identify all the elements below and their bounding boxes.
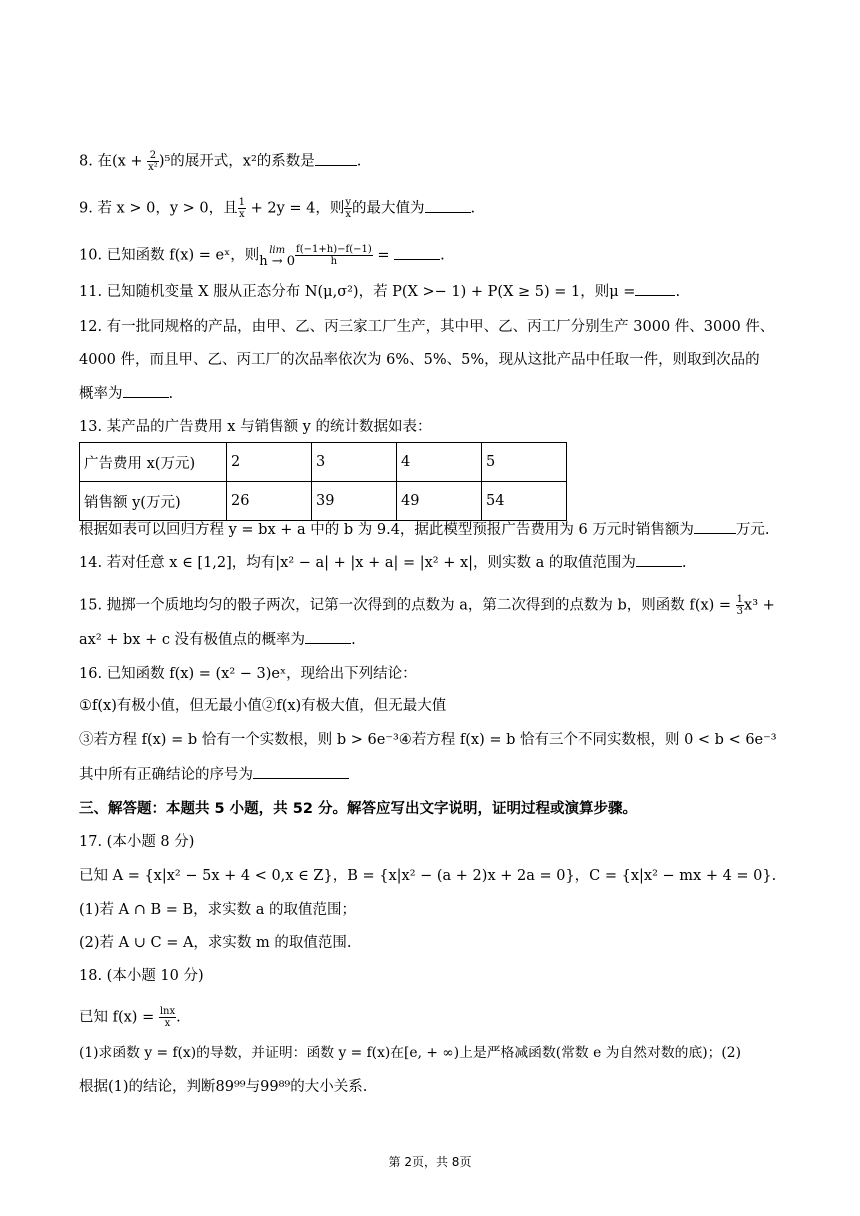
q10-limit — [259, 245, 295, 267]
q18-fraction — [159, 1006, 176, 1029]
q10-fraction — [295, 244, 373, 267]
q8-frac-den: x² — [148, 162, 158, 173]
q9-frac2-num: y — [345, 197, 352, 208]
table-cell: 2 — [227, 443, 312, 482]
q9-fraction-1 — [238, 197, 246, 220]
answer-blank[interactable] — [694, 521, 736, 534]
question-10 — [79, 244, 445, 267]
table-cell: 49 — [397, 482, 482, 521]
question-18-title: 18. (本小题 10 分) — [79, 968, 204, 984]
question-17-given: 已知 A = {x|x² − 5x + 4 < 0,x ∈ Z}，B = {x|x² − (a + 2)x + 2a = 0}，C = {x|x² − mx + 4 = 0}. — [79, 868, 777, 884]
q15-frac-den: 3 — [736, 606, 744, 617]
page-footer: 第 2页，共 8页 — [388, 1155, 472, 1169]
table-row — [80, 482, 567, 521]
q9-frac2-den: x — [345, 209, 352, 220]
table-cell: 3 — [312, 443, 397, 482]
q18-frac-num: lnx — [159, 1006, 176, 1017]
answer-blank[interactable] — [253, 766, 349, 779]
answer-blank[interactable] — [305, 631, 351, 644]
answer-blank[interactable] — [394, 247, 440, 260]
q9-text-mid: + 2y = 4，则 — [245, 200, 345, 217]
question-14 — [79, 553, 687, 573]
q15-text: 15. 抛掷一个质地均匀的骰子两次，记第一次得到的点数为 a，第二次得到的点数为 b，则函数 f(x) = — [79, 597, 736, 614]
table-row — [80, 443, 567, 482]
data-table — [79, 442, 567, 521]
question-15-line-1 — [79, 594, 775, 617]
table-cell: 4 — [397, 443, 482, 482]
answer-blank[interactable] — [636, 554, 682, 567]
q9-frac1-num: 1 — [238, 197, 245, 208]
question-17-part-1: (1)若 A ∩ B = B，求实数 a 的取值范围； — [79, 902, 357, 918]
q8-fraction — [147, 150, 159, 173]
question-16-line-2: ①f(x)有极小值，但无最小值②f(x)有极大值，但无最大值 — [79, 698, 447, 714]
q8-end: . — [356, 153, 362, 170]
q13-end: 万元. — [735, 522, 770, 538]
q12-text: 概率为 — [79, 386, 123, 402]
question-13-after — [79, 520, 769, 540]
q9-end: . — [470, 200, 476, 217]
q10-frac-den: h — [330, 256, 338, 267]
q10-end: . — [440, 247, 445, 264]
table-cell: 54 — [482, 482, 567, 521]
table-cell: 广告费用 x(万元) — [80, 443, 227, 482]
q15-fraction — [736, 594, 744, 617]
question-9 — [79, 197, 475, 220]
question-13-intro: 13. 某产品的广告费用 x 与销售额 y 的统计数据如表： — [79, 419, 432, 435]
q18-frac-den: x — [164, 1018, 171, 1029]
q15-text-suffix: x³ + — [744, 597, 775, 614]
question-16-line-4 — [79, 765, 349, 785]
q8-text: 8. 在(x + — [79, 153, 148, 170]
question-18-line-2: 根据(1)的结论，判断89⁹⁹与99⁸⁹的大小关系. — [79, 1079, 368, 1095]
question-12-line-2: 4000 件，而且甲、乙、丙工厂的次品率依次为 6%、5%、5%，现从这批产品中任取一件，则取到次品的 — [79, 352, 760, 368]
q11-text: 11. 已知随机变量 X 服从正态分布 N(μ,σ²)，若 P(X >− 1) + P(X ≥ 5) = 1，则μ = — [79, 284, 636, 300]
q9-text-suffix: 的最大值为 — [352, 200, 425, 217]
answer-blank[interactable] — [123, 385, 169, 398]
table-cell: 39 — [312, 482, 397, 521]
question-16-line-3: ③若方程 f(x) = b 恰有一个实数根，则 b > 6e⁻³④若方程 f(x) = b 恰有三个不同实数根，则 0 < b < 6e⁻³ — [79, 732, 777, 748]
q10-lim-label: lim — [269, 244, 286, 256]
q9-frac1-den: x — [238, 209, 245, 220]
question-18-line-1: (1)求函数 y = f(x)的导数，并证明：函数 y = f(x)在[e, + ∞)上是严格减函数(常数 e 为自然对数的底)；(2) — [79, 1045, 741, 1061]
q9-fraction-2 — [344, 197, 352, 220]
question-18-given — [79, 1006, 181, 1029]
q18-text: 已知 f(x) = — [79, 1009, 159, 1026]
question-17-title: 17. (本小题 8 分) — [79, 834, 195, 850]
question-8 — [79, 150, 361, 173]
q10-text-suffix: = — [372, 247, 395, 264]
table-cell: 5 — [482, 443, 567, 482]
question-16-line-1: 16. 已知函数 f(x) = (x² − 3)eˣ，现给出下列结论： — [79, 666, 417, 682]
q8-text-suffix: )⁵的展开式，x²的系数是 — [158, 153, 315, 170]
q15-frac-num: 1 — [736, 594, 744, 605]
q15-end: . — [351, 632, 356, 648]
q11-end: . — [675, 284, 681, 300]
q10-frac-num: f(−1+h)−f(−1) — [296, 244, 372, 255]
q18-end: . — [176, 1009, 181, 1026]
table-cell: 26 — [227, 482, 312, 521]
question-12-line-3 — [79, 384, 173, 404]
section-heading: 三、解答题：本题共 5 小题，共 52 分。解答应写出文字说明，证明过程或演算步骤。 — [79, 801, 637, 817]
q10-text: 10. 已知函数 f(x) = eˣ，则 — [79, 247, 260, 264]
table-cell: 销售额 y(万元) — [80, 482, 227, 521]
q16-text: 其中所有正确结论的序号为 — [79, 767, 253, 783]
answer-blank[interactable] — [315, 153, 357, 166]
q14-text: 14. 若对任意 x ∈ [1,2]，均有|x² − a| + |x + a| = |x² + x|，则实数 a 的取值范围为 — [79, 555, 636, 571]
q14-end: . — [681, 555, 687, 571]
question-17-part-2: (2)若 A ∪ C = A，求实数 m 的取值范围. — [79, 935, 352, 951]
answer-blank[interactable] — [425, 200, 471, 213]
question-15-line-2 — [79, 630, 356, 650]
answer-blank[interactable] — [635, 283, 675, 296]
q10-lim-under: h → 0 — [259, 253, 296, 269]
q9-text: 9. 若 x > 0，y > 0，且 — [79, 200, 238, 217]
question-12-line-1: 12. 有一批同规格的产品，由甲、乙、丙三家工厂生产，其中甲、乙、丙工厂分别生产 3000 件、3000 件、 — [79, 319, 775, 335]
q8-frac-num: 2 — [147, 150, 159, 162]
q12-end: . — [168, 386, 174, 402]
question-11 — [79, 282, 680, 302]
q13-text: 根据如表可以回归方程 y = bx + a 中的 b 为 9.4，据此模型预报广告费用为 6 万元时销售额为 — [79, 522, 694, 538]
q15-text-line2: ax² + bx + c 没有极值点的概率为 — [79, 632, 306, 648]
